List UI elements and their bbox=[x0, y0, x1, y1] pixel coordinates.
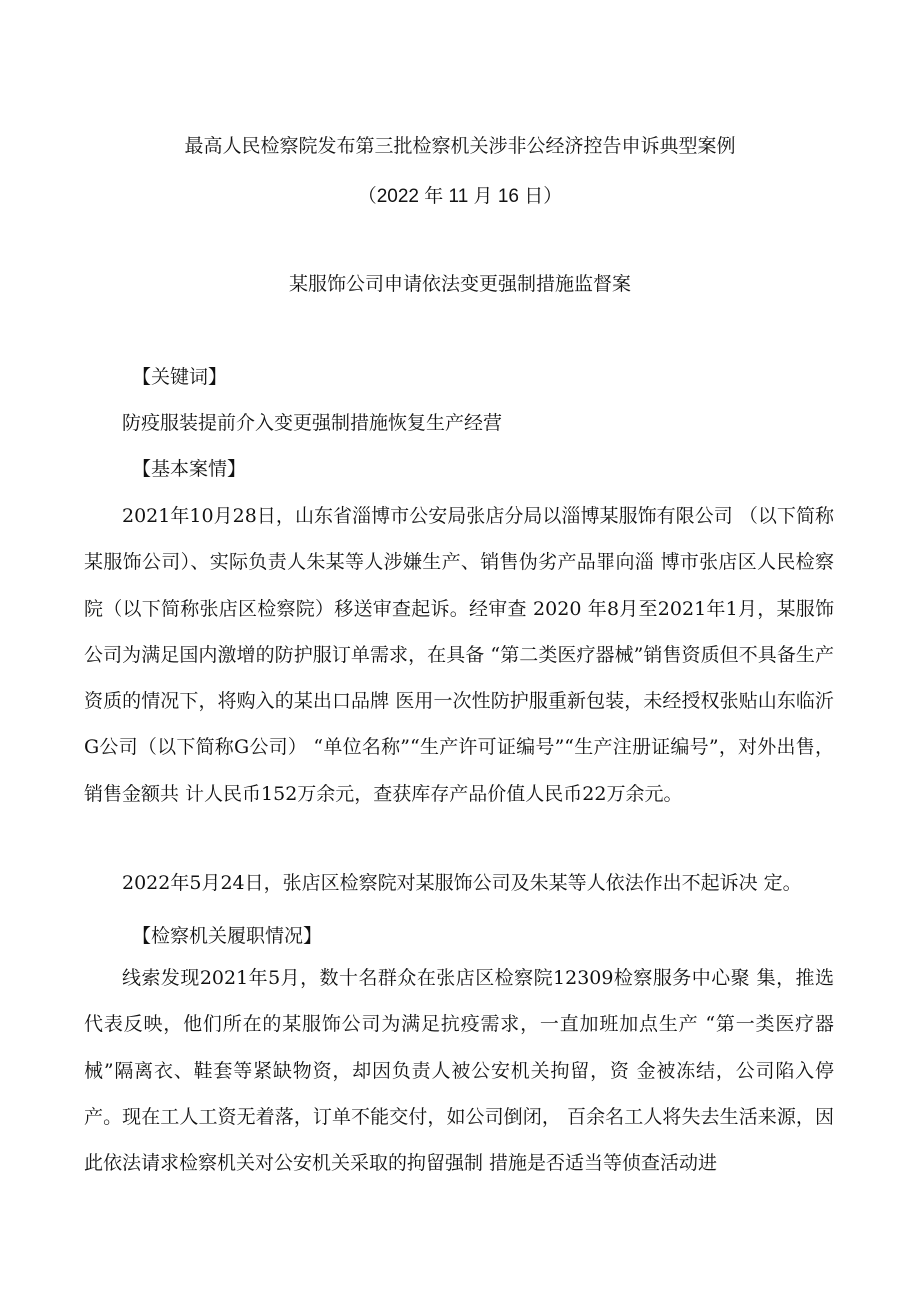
procuratorate-duty-heading: 【检察机关履职情况】 bbox=[132, 925, 323, 947]
basic-facts-paragraph: 2021年10月28日，山东省淄博市公安局张店分局以淄博某服饰有限公司 （以下简称某服饰公司）、实际负责人朱某等人涉嫌生产、销售伪劣产品罪向淄 博市张店区人民检察院（以下简称张店区检察院）移送审查起诉。经审查 2020 年8月至2021年1月，某服饰公司为满足国内激增的防护服订单需求，在具备 “第二类医疗器械”销售资质但不具备生产资质的情况下，将购入的某出口品牌 医用一次性防护服重新包装，未经授权张贴山东临沂G公司（以下简称G公司） “单位名称”“生产许可证编号”“生产注册证编号”，对外出售，销售金额共 计人民币152万余元，查获库存产品价值人民币22万余元。 bbox=[84, 505, 834, 805]
clue-discovery-paragraph: 线索发现2021年5月，数十名群众在张店区检察院12309检察服务中心聚 集，推选代表反映，他们所在的某服饰公司为满足抗疫需求，一直加班加点生产 “第一类医疗器械”隔离衣、鞋套等紧缺物资，却因负责人被公安机关拘留，资 金被冻结，公司陷入停产。现在工人工资无着落，订单不能交付，如公司倒闭， 百余名工人将失去生活来源，因此依法请求检察机关对公安机关采取的拘留强制 措施是否适当等侦查活动进 bbox=[84, 967, 834, 1175]
document-date: （2022 年 11 月 16 日） bbox=[357, 186, 563, 207]
basic-facts-heading: 【基本案情】 bbox=[132, 458, 247, 480]
document-title: 最高人民检察院发布第三批检察机关涉非公经济控告申诉典型案例 bbox=[184, 135, 736, 157]
decision-paragraph: 2022年5月24日，张店区检察院对某服饰公司及朱某等人依法作出不起诉决 定。 bbox=[122, 872, 802, 894]
keywords-text: 防疫服装提前介入变更强制措施恢复生产经营 bbox=[122, 412, 503, 434]
case-title: 某服饰公司申请依法变更强制措施监督案 bbox=[288, 273, 631, 295]
keywords-heading: 【关键词】 bbox=[132, 366, 228, 388]
